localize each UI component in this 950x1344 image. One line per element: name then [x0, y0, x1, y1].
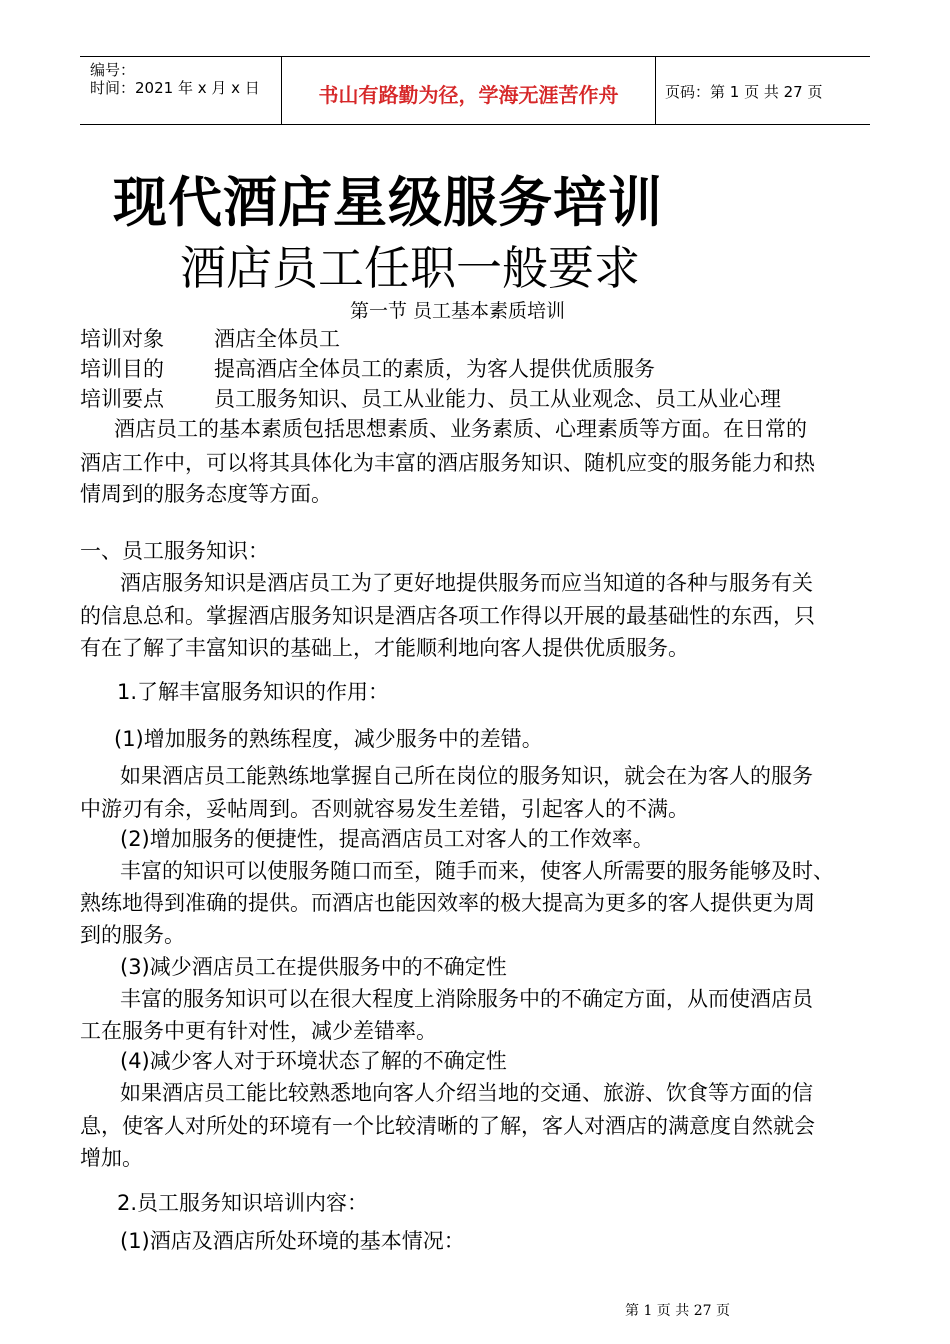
header-divider	[655, 56, 656, 124]
paragraph-line: 丰富的服务知识可以在很大程度上消除服务中的不确定方面，从而使酒店员	[120, 987, 813, 1011]
doc-time-label: 时间：2021 年 x 月 x 日	[90, 79, 260, 97]
info-value: 酒店全体员工	[214, 327, 340, 351]
paragraph-line: 到的服务。	[80, 923, 185, 947]
sub-heading: 1.了解丰富服务知识的作用：	[117, 680, 390, 704]
header-top-rule	[80, 56, 870, 57]
item-heading: (4)减少客人对于环境状态了解的不确定性	[120, 1049, 507, 1073]
paragraph-line: 息，使客人对所处的环境有一个比较清晰的了解，客人对酒店的满意度自然就会	[80, 1114, 815, 1138]
intro-line: 酒店工作中，可以将其具体化为丰富的酒店服务知识、随机应变的服务能力和热	[80, 451, 815, 475]
header-bottom-rule	[80, 124, 870, 125]
info-value: 提高酒店全体员工的素质，为客人提供优质服务	[214, 357, 655, 381]
page-info: 页码：第 1 页 共 27 页	[665, 83, 823, 101]
section-title: 第一节 员工基本素质培训	[350, 300, 566, 322]
sub-heading: 2.员工服务知识培训内容：	[117, 1191, 369, 1215]
document-title: 现代酒店星级服务培训	[113, 171, 663, 234]
info-value: 员工服务知识、员工从业能力、员工从业观念、员工从业心理	[214, 387, 781, 411]
info-label: 培训目的	[80, 357, 164, 381]
item-heading: (1)增加服务的熟练程度，减少服务中的差错。	[114, 727, 543, 751]
document-subtitle: 酒店员工任职一般要求	[180, 241, 640, 295]
paragraph-line: 如果酒店员工能熟练地掌握自己所在岗位的服务知识，就会在为客人的服务	[120, 764, 813, 788]
info-label: 培训对象	[80, 327, 164, 351]
intro-line: 酒店员工的基本素质包括思想素质、业务素质、心理素质等方面。在日常的	[114, 417, 807, 441]
part-heading: 一、员工服务知识：	[80, 539, 269, 563]
header-motto: 书山有路勤为径，学海无涯苦作舟	[318, 83, 619, 107]
intro-line: 情周到的服务态度等方面。	[80, 482, 332, 506]
info-label: 培训要点	[80, 387, 164, 411]
paragraph-line: 增加。	[80, 1146, 143, 1170]
paragraph-line: 如果酒店员工能比较熟悉地向客人介绍当地的交通、旅游、饮食等方面的信	[120, 1081, 813, 1105]
paragraph-line: 酒店服务知识是酒店员工为了更好地提供服务而应当知道的各种与服务有关	[120, 571, 813, 595]
paragraph-line: 有在了解了丰富知识的基础上，才能顺利地向客人提供优质服务。	[80, 636, 689, 660]
page-footer: 第 1 页 共 27 页	[625, 1303, 730, 1319]
doc-number-label: 编号：	[90, 61, 136, 79]
paragraph-line: 熟练地得到准确的提供。而酒店也能因效率的极大提高为更多的客人提供更为周	[80, 891, 815, 915]
item-heading: (1)酒店及酒店所处环境的基本情况：	[120, 1229, 465, 1253]
item-heading: (2)增加服务的便捷性，提高酒店员工对客人的工作效率。	[120, 827, 654, 851]
item-heading: (3)减少酒店员工在提供服务中的不确定性	[120, 955, 507, 979]
paragraph-line: 工在服务中更有针对性，减少差错率。	[80, 1019, 437, 1043]
paragraph-line: 中游刃有余，妥帖周到。否则就容易发生差错，引起客人的不满。	[80, 797, 689, 821]
paragraph-line: 的信息总和。掌握酒店服务知识是酒店各项工作得以开展的最基础性的东西，只	[80, 604, 815, 628]
paragraph-line: 丰富的知识可以使服务随口而至，随手而来，使客人所需要的服务能够及时、	[120, 859, 834, 883]
